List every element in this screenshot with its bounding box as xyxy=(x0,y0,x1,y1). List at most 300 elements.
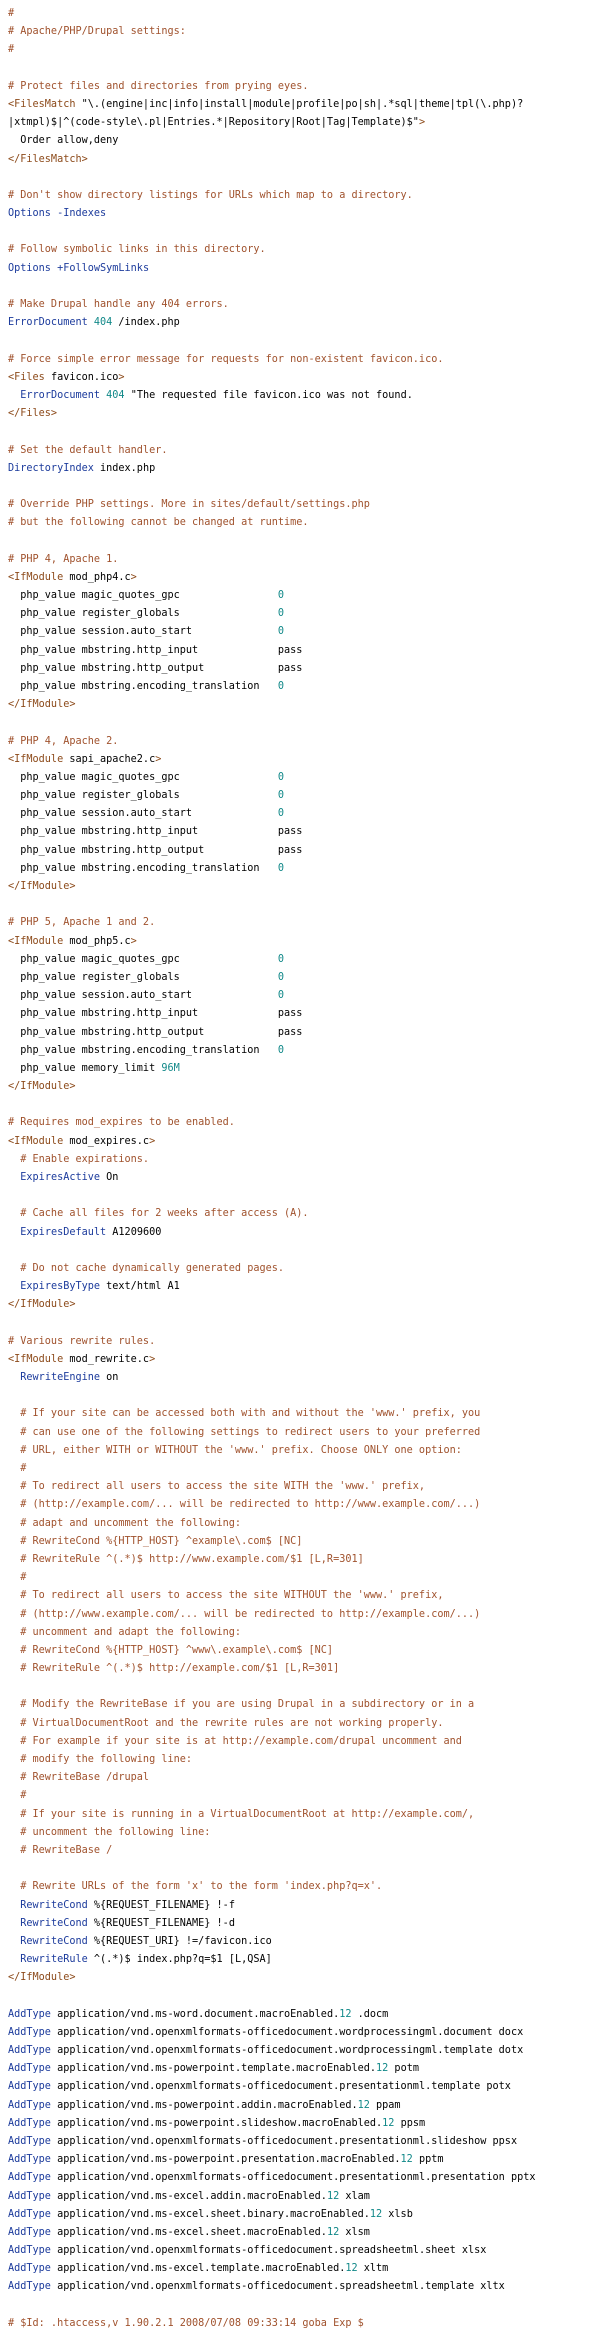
code-line xyxy=(8,660,600,678)
code-token: "\.(engine|inc|info|install|module|profile|po|sh|.*sql|theme|tpl(\.php)? xyxy=(75,98,524,110)
code-token: application/vnd.ms-powerpoint.slideshow.macroEnabled. xyxy=(50,2117,383,2129)
code-token: php_value session.auto_start xyxy=(8,626,278,638)
code-token: <IfModule xyxy=(8,935,64,947)
code-token: ^(.*)$ index.php?q=$1 [L,QSA] xyxy=(87,1954,272,1966)
code-token xyxy=(8,1936,20,1947)
code-token: AddType xyxy=(8,2190,51,2202)
code-token: %{REQUEST_FILENAME} !-f xyxy=(87,1899,235,1911)
code-token: # Make Drupal handle any 404 errors. xyxy=(8,299,229,310)
code-line xyxy=(8,132,600,150)
code-token: 12 xyxy=(376,2063,389,2075)
code-line xyxy=(8,169,600,187)
code-line xyxy=(8,78,600,96)
code-token: # (http://example.com/... will be redirected to http://www.example.com/...) xyxy=(8,1499,481,1511)
code-line xyxy=(8,860,600,878)
code-token: </FilesMatch> xyxy=(8,153,88,165)
code-line xyxy=(8,278,600,296)
code-token: 12 xyxy=(326,2190,340,2202)
code-token: /index.php xyxy=(112,317,180,329)
code-line xyxy=(8,1333,600,1351)
code-token: application/vnd.openxmlformats-officedocument.wordprocessingml.template dotx xyxy=(50,2045,524,2056)
code-line xyxy=(8,1496,600,1514)
code-token: # modify the following line: xyxy=(8,1754,193,1765)
code-token: 12 xyxy=(369,2208,383,2220)
code-token: php_value session.auto_start xyxy=(8,808,278,820)
code-token: 12 xyxy=(400,2154,413,2166)
code-line xyxy=(8,1224,600,1242)
code-token: > xyxy=(149,1353,156,1365)
code-line xyxy=(8,1787,600,1805)
code-token: AddType xyxy=(8,2154,51,2166)
code-token: # Cache all files for 2 weeks after access (A). xyxy=(8,1208,309,1220)
code-line xyxy=(8,605,600,623)
code-line xyxy=(8,623,600,641)
code-line xyxy=(8,1187,600,1205)
code-line xyxy=(8,1078,600,1096)
code-token: RewriteEngine xyxy=(20,1372,101,1384)
code-token-number: 0 xyxy=(277,680,285,692)
code-token: # RewriteRule ^(.*)$ http://example.com/$1 [L,R=301] xyxy=(8,1663,340,1675)
code-line xyxy=(8,1042,600,1060)
code-token xyxy=(8,1900,20,1911)
code-line xyxy=(8,2169,600,2187)
code-line xyxy=(8,2297,600,2315)
code-token-number: 0 xyxy=(277,862,285,874)
code-line xyxy=(8,1897,600,1915)
code-line xyxy=(8,1442,600,1460)
code-token: <IfModule xyxy=(8,1353,64,1365)
code-line xyxy=(8,1533,600,1551)
code-line xyxy=(8,1515,600,1533)
code-token: 12 xyxy=(382,2117,395,2129)
code-token: favicon.ico xyxy=(44,371,119,383)
code-line xyxy=(8,1096,600,1114)
code-token: AddType xyxy=(8,2081,51,2093)
code-token: sapi_apache2.c xyxy=(63,753,156,765)
code-line xyxy=(8,2133,600,2151)
code-line xyxy=(8,2260,600,2278)
code-token: 404 xyxy=(93,317,113,329)
code-line xyxy=(8,1205,600,1223)
code-token: application/vnd.ms-excel.sheet.macroEnabled. xyxy=(50,2226,327,2238)
code-token: # can use one of the following settings to redirect users to your preferred xyxy=(8,1426,481,1438)
code-token: php_value mbstring.http_input pass xyxy=(8,826,303,838)
code-line xyxy=(8,805,600,823)
code-line xyxy=(8,460,600,478)
code-line xyxy=(8,2224,600,2242)
code-token: </IfModule> xyxy=(8,699,76,711)
code-line xyxy=(8,714,600,732)
code-token: RewriteRule xyxy=(20,1954,88,1966)
code-line xyxy=(8,1005,600,1023)
code-line xyxy=(8,1460,600,1478)
code-token: # Do not cache dynamically generated pages. xyxy=(8,1262,285,1274)
code-line xyxy=(8,751,600,769)
code-token: # adapt and uncomment the following: xyxy=(8,1517,242,1529)
code-token-number: 0 xyxy=(277,626,285,638)
code-line xyxy=(8,332,600,350)
code-line xyxy=(8,2060,600,2078)
code-token: AddType xyxy=(8,2135,51,2147)
code-token: Options xyxy=(8,262,51,274)
code-token: # Follow symbolic links in this directory. xyxy=(8,244,266,256)
code-line xyxy=(8,1242,600,1260)
code-line xyxy=(8,2097,600,2115)
code-token: "The requested file favicon.ico was not found. xyxy=(124,389,413,401)
code-token: AddType xyxy=(8,2226,51,2238)
code-token xyxy=(8,1281,20,1292)
code-line xyxy=(8,296,600,314)
code-token xyxy=(8,1918,20,1929)
code-token: php_value register_globals xyxy=(8,971,278,983)
code-line xyxy=(8,551,600,569)
code-token: AddType xyxy=(8,2063,51,2075)
code-line xyxy=(8,1369,600,1387)
code-token: <Files xyxy=(8,371,45,383)
code-token: mod_php4.c xyxy=(63,571,131,583)
code-line xyxy=(8,2206,600,2224)
code-line xyxy=(8,241,600,259)
code-line xyxy=(8,1969,600,1987)
code-token: # PHP 4, Apache 2. xyxy=(8,735,119,747)
code-token: AddType xyxy=(8,2026,51,2038)
code-line xyxy=(8,1387,600,1405)
code-line xyxy=(8,532,600,550)
code-token: A1209600 xyxy=(106,1226,162,1238)
code-token: application/vnd.ms-powerpoint.presentation.macroEnabled. xyxy=(50,2154,401,2166)
code-line xyxy=(8,696,600,714)
code-line xyxy=(8,351,600,369)
code-line xyxy=(8,1315,600,1333)
code-token xyxy=(8,390,20,401)
code-line xyxy=(8,23,600,41)
code-token: AddType xyxy=(8,2281,51,2293)
code-token: application/vnd.openxmlformats-officedocument.presentationml.presentation pptx xyxy=(50,2172,536,2184)
code-line xyxy=(8,1133,600,1151)
code-token: # URL, either WITH or WITHOUT the 'www.' prefix. Choose ONLY one option: xyxy=(8,1444,462,1456)
code-token: > xyxy=(155,753,162,765)
code-line xyxy=(8,587,600,605)
code-token: php_value mbstring.encoding_translation xyxy=(8,680,278,692)
code-token: php_value magic_quotes_gpc xyxy=(8,590,278,601)
code-line xyxy=(8,987,600,1005)
code-token: mod_rewrite.c xyxy=(63,1353,150,1365)
code-line xyxy=(8,1860,600,1878)
code-token: </IfModule> xyxy=(8,1299,76,1311)
code-token: application/vnd.openxmlformats-officedocument.presentationml.slideshow ppsx xyxy=(50,2135,518,2147)
code-token: application/vnd.ms-excel.template.macroEnabled. xyxy=(50,2263,346,2275)
code-token: > xyxy=(118,371,125,383)
code-token: php_value memory_limit xyxy=(8,1062,162,1074)
code-token: # Requires mod_expires to be enabled. xyxy=(8,1117,235,1129)
code-token: > xyxy=(130,935,137,947)
code-token: # To redirect all users to access the site WITHOUT the 'www.' prefix, xyxy=(8,1590,444,1602)
code-token: application/vnd.ms-powerpoint.addin.macroEnabled. xyxy=(50,2099,358,2111)
code-line xyxy=(8,787,600,805)
code-line xyxy=(8,423,600,441)
code-token xyxy=(8,1172,20,1183)
code-token: php_value magic_quotes_gpc xyxy=(8,953,278,965)
code-line xyxy=(8,1478,600,1496)
code-token: RewriteCond xyxy=(20,1935,88,1947)
code-token: 12 xyxy=(339,2008,352,2020)
code-line xyxy=(8,2006,600,2024)
code-token xyxy=(8,1372,20,1383)
code-token: %{REQUEST_URI} !=/favicon.ico xyxy=(87,1935,272,1947)
code-line xyxy=(8,1715,600,1733)
code-line xyxy=(8,769,600,787)
code-token: # If your site is running in a VirtualDocumentRoot at http://example.com/, xyxy=(8,1808,475,1820)
code-line xyxy=(8,2315,600,2333)
code-token: AddType xyxy=(8,2008,51,2020)
code-token: > xyxy=(130,571,137,583)
code-line xyxy=(8,1424,600,1442)
code-token: ppsm xyxy=(394,2117,426,2129)
code-token: AddType xyxy=(8,2045,51,2056)
code-token: xlsm xyxy=(339,2226,370,2238)
code-token: AddType xyxy=(8,2117,51,2129)
code-token: <IfModule xyxy=(8,753,64,765)
code-line xyxy=(8,314,600,332)
code-token: AddType xyxy=(8,2099,51,2111)
code-token: application/vnd.openxmlformats-officedocument.wordprocessingml.document docx xyxy=(50,2026,524,2038)
code-token: # uncomment and adapt the following: xyxy=(8,1626,242,1638)
code-token: # RewriteCond %{HTTP_HOST} ^www\.example\.com$ [NC] xyxy=(8,1644,334,1656)
code-line xyxy=(8,1606,600,1624)
code-token: </IfModule> xyxy=(8,881,76,892)
code-line xyxy=(8,1642,600,1660)
code-line xyxy=(8,1878,600,1896)
code-line xyxy=(8,1151,600,1169)
code-token-number: 0 xyxy=(277,990,285,1002)
code-token: php_value mbstring.http_output pass xyxy=(8,1026,303,1038)
code-token-number: 0 xyxy=(277,790,285,802)
code-line xyxy=(8,951,600,969)
code-line xyxy=(8,2188,600,2206)
code-line xyxy=(8,442,600,460)
code-line xyxy=(8,1551,600,1569)
code-token: application/vnd.openxmlformats-officedocument.spreadsheetml.template xltx xyxy=(50,2281,505,2293)
code-token: # VirtualDocumentRoot and the rewrite rules are not working properly. xyxy=(8,1717,444,1729)
code-token: ExpiresDefault xyxy=(20,1226,107,1238)
code-token: ErrorDocument xyxy=(20,389,101,401)
code-line xyxy=(8,1405,600,1423)
code-token: # Rewrite URLs of the form 'x' to the form 'index.php?q=x'. xyxy=(8,1881,383,1893)
code-line xyxy=(8,1933,600,1951)
code-token: # Apache/PHP/Drupal settings: xyxy=(8,26,186,38)
code-token: # Set the default handler. xyxy=(8,444,168,456)
code-token: %{REQUEST_FILENAME} !-d xyxy=(87,1917,235,1929)
code-token: # For example if your site is at http://example.com/drupal uncomment and xyxy=(8,1735,462,1747)
code-token: ExpiresActive xyxy=(20,1172,101,1183)
code-line xyxy=(8,1842,600,1860)
code-token-number: 0 xyxy=(277,608,285,620)
code-token: 96M xyxy=(161,1062,180,1074)
code-line xyxy=(8,478,600,496)
code-line xyxy=(8,405,600,423)
code-line xyxy=(8,2024,600,2042)
code-token: Options xyxy=(8,208,51,220)
code-line xyxy=(8,96,600,114)
code-line xyxy=(8,1915,600,1933)
code-token: AddType xyxy=(8,2172,51,2184)
code-token: php_value mbstring.http_input pass xyxy=(8,644,303,656)
code-token: 12 xyxy=(357,2099,370,2111)
code-line xyxy=(8,205,600,223)
code-token: # RewriteCond %{HTTP_HOST} ^example\.com$ [NC] xyxy=(8,1535,303,1547)
code-line xyxy=(8,842,600,860)
code-token: pptm xyxy=(412,2154,444,2166)
code-token: # Don't show directory listings for URLs which map to a directory. xyxy=(8,189,413,201)
code-line xyxy=(8,1733,600,1751)
code-line xyxy=(8,2042,600,2060)
code-token: # RewriteRule ^(.*)$ http://www.example.com/$1 [L,R=301] xyxy=(8,1553,364,1565)
code-token: <IfModule xyxy=(8,1135,64,1147)
code-line xyxy=(8,1806,600,1824)
code-line xyxy=(8,114,600,132)
code-token: AddType xyxy=(8,2208,51,2220)
code-token: On xyxy=(100,1172,119,1183)
code-line xyxy=(8,187,600,205)
code-token: # RewriteBase / xyxy=(8,1844,113,1856)
code-token: application/vnd.openxmlformats-officedocument.spreadsheetml.sheet xlsx xyxy=(50,2245,487,2257)
code-token: xlsb xyxy=(382,2208,413,2220)
code-line xyxy=(8,1060,600,1078)
code-token: php_value mbstring.encoding_translation xyxy=(8,862,278,874)
code-token-number: 0 xyxy=(277,971,285,983)
code-token: php_value magic_quotes_gpc xyxy=(8,771,278,783)
code-token: # Modify the RewriteBase if you are using Drupal in a subdirectory or in a xyxy=(8,1699,475,1711)
code-line xyxy=(8,823,600,841)
code-line xyxy=(8,2242,600,2260)
code-line xyxy=(8,914,600,932)
code-line xyxy=(8,1660,600,1678)
code-token: # Enable expirations. xyxy=(8,1153,150,1165)
code-token-number: 0 xyxy=(277,590,285,601)
code-token: # (http://www.example.com/... will be redirected to http://example.com/...) xyxy=(8,1608,481,1620)
code-token: php_value register_globals xyxy=(8,608,278,620)
code-line xyxy=(8,60,600,78)
code-line xyxy=(8,1769,600,1787)
code-token: # PHP 5, Apache 1 and 2. xyxy=(8,917,156,929)
code-token: application/vnd.ms-powerpoint.template.macroEnabled. xyxy=(50,2063,377,2075)
code-token: +FollowSymLinks xyxy=(50,262,150,274)
code-line xyxy=(8,569,600,587)
code-token: AddType xyxy=(8,2245,51,2257)
code-token-number: 0 xyxy=(277,1044,285,1056)
code-line xyxy=(8,1351,600,1369)
code-token: > xyxy=(418,117,426,129)
code-line xyxy=(8,1678,600,1696)
code-token xyxy=(8,1954,20,1965)
code-token: # To redirect all users to access the site WITH the 'www.' prefix, xyxy=(8,1481,426,1493)
code-line xyxy=(8,1296,600,1314)
code-line xyxy=(8,2278,600,2296)
code-line xyxy=(8,223,600,241)
code-token: mod_php5.c xyxy=(63,935,131,947)
code-token: application/vnd.ms-excel.addin.macroEnabled. xyxy=(50,2190,327,2202)
code-line xyxy=(8,1169,600,1187)
code-line xyxy=(8,1987,600,2005)
code-line xyxy=(8,151,600,169)
code-line xyxy=(8,1260,600,1278)
code-token: # RewriteBase /drupal xyxy=(8,1772,150,1784)
code-token: mod_expires.c xyxy=(63,1135,150,1147)
code-token: .docm xyxy=(351,2008,389,2020)
code-token: 12 xyxy=(345,2263,358,2275)
code-token: # $Id: .htaccess,v 1.90.2.1 2008/07/08 09:33:14 goba Exp $ xyxy=(8,2317,364,2329)
code-line xyxy=(8,733,600,751)
code-line xyxy=(8,1114,600,1132)
code-token: 12 xyxy=(326,2226,340,2238)
code-line xyxy=(8,1696,600,1714)
code-token: RewriteCond xyxy=(20,1899,88,1911)
code-token: application/vnd.ms-word.document.macroEnabled. xyxy=(50,2008,340,2020)
code-token: # uncomment the following line: xyxy=(8,1826,211,1838)
code-token: |xtmpl)$|^(code-style\.pl|Entries.*|Repository|Root|Tag|Template)$" xyxy=(8,117,419,129)
code-line xyxy=(8,896,600,914)
code-line xyxy=(8,1751,600,1769)
code-token: php_value register_globals xyxy=(8,790,278,802)
code-token: RewriteCond xyxy=(20,1917,88,1929)
code-token: DirectoryIndex xyxy=(8,462,94,474)
code-token: ErrorDocument xyxy=(8,317,88,329)
code-token: application/vnd.openxmlformats-officedocument.presentationml.template potx xyxy=(50,2081,511,2093)
code-line xyxy=(8,642,600,660)
code-token: 404 xyxy=(106,389,125,401)
code-line xyxy=(8,496,600,514)
code-token: text/html A1 xyxy=(100,1281,180,1293)
code-line xyxy=(8,514,600,532)
code-line xyxy=(8,2078,600,2096)
code-token: php_value session.auto_start xyxy=(8,990,278,1002)
code-line xyxy=(8,1587,600,1605)
code-token-number: 0 xyxy=(277,953,285,965)
code-token: <IfModule xyxy=(8,571,64,583)
code-line xyxy=(8,1024,600,1042)
code-line xyxy=(8,1624,600,1642)
code-token: > xyxy=(149,1135,156,1147)
code-line xyxy=(8,2151,600,2169)
code-token: # Force simple error message for requests for non-existent favicon.ico. xyxy=(8,353,444,365)
code-line xyxy=(8,387,600,405)
code-line xyxy=(8,369,600,387)
code-token: # Override PHP settings. More in sites/default/settings.php xyxy=(8,499,370,511)
code-line xyxy=(8,1569,600,1587)
code-token: </IfModule> xyxy=(8,1081,76,1093)
code-token: ppam xyxy=(369,2099,401,2111)
code-line xyxy=(8,2115,600,2133)
code-token: </Files> xyxy=(8,408,58,420)
code-token: application/vnd.ms-excel.sheet.binary.macroEnabled. xyxy=(50,2208,370,2220)
code-token: index.php xyxy=(93,462,156,474)
code-line xyxy=(8,41,600,59)
code-token xyxy=(8,1227,20,1238)
code-token-number: 0 xyxy=(277,771,285,783)
code-token: <FilesMatch xyxy=(8,98,76,110)
code-token: -Indexes xyxy=(50,208,107,220)
code-token: </IfModule> xyxy=(8,1972,76,1984)
code-line xyxy=(8,5,600,23)
code-token: xlam xyxy=(339,2190,370,2202)
code-token: # xyxy=(8,8,15,19)
code-token: # xyxy=(8,1572,27,1584)
code-line xyxy=(8,878,600,896)
code-token: # xyxy=(8,1790,27,1802)
code-token-number: 0 xyxy=(277,808,285,820)
code-token: php_value mbstring.http_output pass xyxy=(8,662,303,674)
code-token: # but the following cannot be changed at runtime. xyxy=(8,517,309,529)
